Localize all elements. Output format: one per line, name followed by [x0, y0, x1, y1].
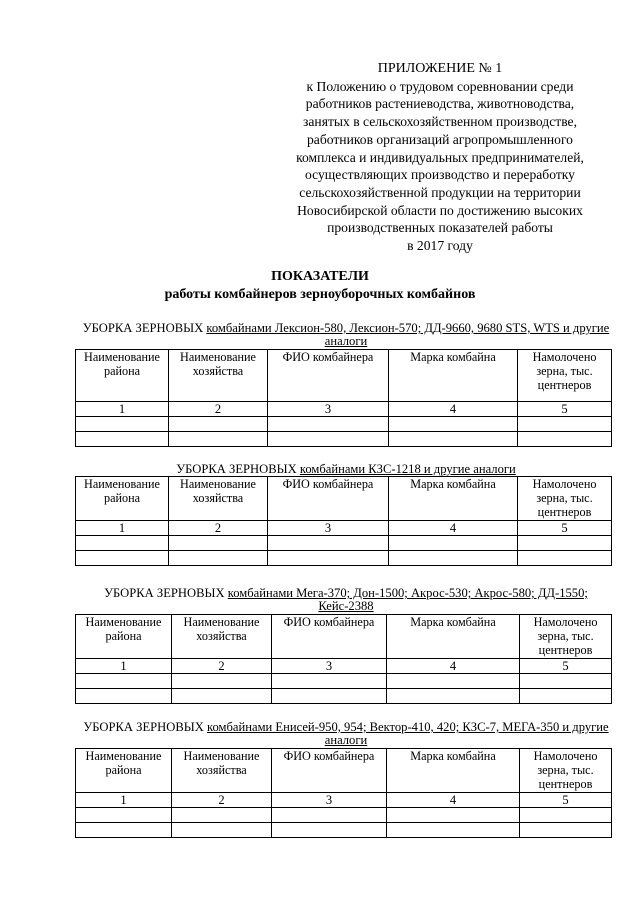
table-cell[interactable]: [76, 551, 169, 566]
appendix-line: Новосибирской области по достижению высоких: [297, 202, 583, 218]
table-cell[interactable]: [518, 536, 612, 551]
empty-row: [76, 808, 612, 823]
table-cell[interactable]: [172, 689, 272, 704]
column-header: Марка комбайна: [389, 477, 518, 521]
table-cell[interactable]: [389, 432, 518, 447]
column-header: Марка комбайна: [387, 749, 520, 793]
table-cell[interactable]: [518, 417, 612, 432]
column-number: 2: [172, 659, 272, 674]
indicators-table: [75, 349, 612, 447]
heading-subtitle: работы комбайнеров зерноуборочных комбайнов: [164, 287, 476, 302]
heading-title: ПОКАЗАТЕЛИ: [271, 269, 369, 284]
table-cell[interactable]: [520, 689, 612, 704]
appendix-title: ПРИЛОЖЕНИЕ № 1: [377, 61, 503, 76]
empty-row: [76, 689, 612, 704]
column-number: 5: [520, 793, 612, 808]
table-cell[interactable]: [389, 551, 518, 566]
column-number: 1: [76, 793, 172, 808]
table-cell[interactable]: [172, 674, 272, 689]
column-number: 2: [172, 793, 272, 808]
table-cell[interactable]: [389, 536, 518, 551]
appendix-line: осуществляющих производство и переработку: [305, 167, 575, 183]
column-number-row: [76, 521, 612, 536]
column-number: 4: [387, 659, 520, 674]
empty-row: [76, 674, 612, 689]
caption-prefix: УБОРКА ЗЕРНОВЫХ: [82, 321, 207, 335]
caption-prefix: УБОРКА ЗЕРНОВЫХ: [83, 720, 207, 734]
table-cell[interactable]: [268, 417, 389, 432]
column-number: 4: [387, 793, 520, 808]
table-cell[interactable]: [387, 823, 520, 838]
table-header-row: [76, 477, 612, 521]
column-header: Намолочено зерна, тыс. центнеров: [520, 615, 612, 659]
column-header: ФИО комбайнера: [272, 615, 387, 659]
column-header: Наименование хозяйства: [169, 350, 268, 402]
section-caption: [80, 463, 612, 476]
column-number: 5: [520, 659, 612, 674]
column-header: ФИО комбайнера: [272, 749, 387, 793]
table-cell[interactable]: [169, 432, 268, 447]
column-number: 3: [272, 793, 387, 808]
column-header: Наименование района: [76, 477, 169, 521]
table-cell[interactable]: [389, 417, 518, 432]
column-header: Наименование хозяйства: [169, 477, 268, 521]
column-number: 2: [169, 402, 268, 417]
section-caption: [80, 322, 612, 348]
column-header: ФИО комбайнера: [268, 350, 389, 402]
table-cell[interactable]: [169, 536, 268, 551]
table-cell[interactable]: [172, 808, 272, 823]
column-number-row: [76, 659, 612, 674]
column-number: 2: [169, 521, 268, 536]
section-caption: [80, 721, 612, 747]
caption-prefix: УБОРКА ЗЕРНОВЫХ: [104, 586, 228, 600]
table-cell[interactable]: [387, 674, 520, 689]
column-number: 3: [272, 659, 387, 674]
table-cell[interactable]: [387, 689, 520, 704]
table-cell[interactable]: [76, 808, 172, 823]
empty-row: [76, 417, 612, 432]
table-cell[interactable]: [272, 674, 387, 689]
column-header: Намолочено зерна, тыс. центнеров: [518, 350, 612, 402]
column-number: 5: [518, 402, 612, 417]
table-cell[interactable]: [520, 823, 612, 838]
caption-combines: комбайнами КЗС-1218 и другие аналоги: [299, 462, 516, 476]
table-cell[interactable]: [76, 417, 169, 432]
table-cell[interactable]: [172, 823, 272, 838]
table-cell[interactable]: [272, 808, 387, 823]
column-number-row: [76, 402, 612, 417]
column-header: Намолочено зерна, тыс. центнеров: [520, 749, 612, 793]
table-cell[interactable]: [268, 551, 389, 566]
table-cell[interactable]: [518, 551, 612, 566]
indicators-table: [75, 476, 612, 566]
column-header: Марка комбайна: [387, 615, 520, 659]
empty-row: [76, 432, 612, 447]
appendix-line: в 2017 году: [407, 238, 473, 254]
column-number: 1: [76, 659, 172, 674]
appendix-line: к Положению о трудовом соревновании среди: [306, 78, 574, 94]
appendix-line: работников растениеводства, животноводства,: [305, 96, 575, 112]
column-header: ФИО комбайнера: [268, 477, 389, 521]
column-number: 5: [518, 521, 612, 536]
table-cell[interactable]: [268, 432, 389, 447]
document-heading: [0, 268, 640, 304]
column-number: 3: [268, 402, 389, 417]
column-header: Наименование района: [76, 615, 172, 659]
column-number: 3: [268, 521, 389, 536]
appendix-line: сельскохозяйственной продукции на территории: [299, 184, 581, 200]
appendix-line: комплекса и индивидуальных предпринимателей,: [296, 149, 584, 165]
table-cell[interactable]: [272, 823, 387, 838]
table-cell[interactable]: [76, 432, 169, 447]
table-cell[interactable]: [518, 432, 612, 447]
column-number: 1: [76, 521, 169, 536]
empty-row: [76, 551, 612, 566]
appendix-block: [262, 60, 618, 255]
empty-row: [76, 536, 612, 551]
table-cell[interactable]: [169, 417, 268, 432]
column-header: Наименование хозяйства: [172, 749, 272, 793]
indicators-table: [75, 748, 612, 838]
empty-row: [76, 823, 612, 838]
caption-combines: комбайнами Мега-370; Дон-1500; Акрос-530; Акрос-580; ДД-1550; Кейс-2388: [227, 586, 588, 613]
table-cell[interactable]: [272, 689, 387, 704]
column-header: Марка комбайна: [389, 350, 518, 402]
caption-prefix: УБОРКА ЗЕРНОВЫХ: [176, 462, 300, 476]
table-header-row: [76, 749, 612, 793]
column-number: 4: [389, 521, 518, 536]
appendix-line: занятых в сельскохозяйственном производстве,: [303, 114, 577, 130]
appendix-line: работников организаций агропромышленного: [307, 131, 573, 147]
table-cell[interactable]: [76, 823, 172, 838]
table-cell[interactable]: [76, 674, 172, 689]
table-header-row: [76, 615, 612, 659]
appendix-line: производственных показателей работы: [327, 220, 553, 236]
column-number: 1: [76, 402, 169, 417]
column-header: Намолочено зерна, тыс. центнеров: [518, 477, 612, 521]
column-header: Наименование хозяйства: [172, 615, 272, 659]
table-cell[interactable]: [268, 536, 389, 551]
table-cell[interactable]: [76, 689, 172, 704]
caption-combines: комбайнами Лексион-580, Лексион-570; ДД-9660, 9680 STS, WTS и другие аналоги: [206, 321, 610, 348]
section-caption: [80, 587, 612, 613]
table-header-row: [76, 350, 612, 402]
table-cell[interactable]: [76, 536, 169, 551]
table-cell[interactable]: [387, 808, 520, 823]
column-header: Наименование района: [76, 350, 169, 402]
column-number-row: [76, 793, 612, 808]
column-number: 4: [389, 402, 518, 417]
caption-combines: комбайнами Енисей-950, 954; Вектор-410, 420; КЗС-7, МЕГА-350 и другие аналоги: [207, 720, 609, 747]
indicators-table: [75, 614, 612, 704]
table-cell[interactable]: [520, 674, 612, 689]
table-cell[interactable]: [520, 808, 612, 823]
table-cell[interactable]: [169, 551, 268, 566]
column-header: Наименование района: [76, 749, 172, 793]
